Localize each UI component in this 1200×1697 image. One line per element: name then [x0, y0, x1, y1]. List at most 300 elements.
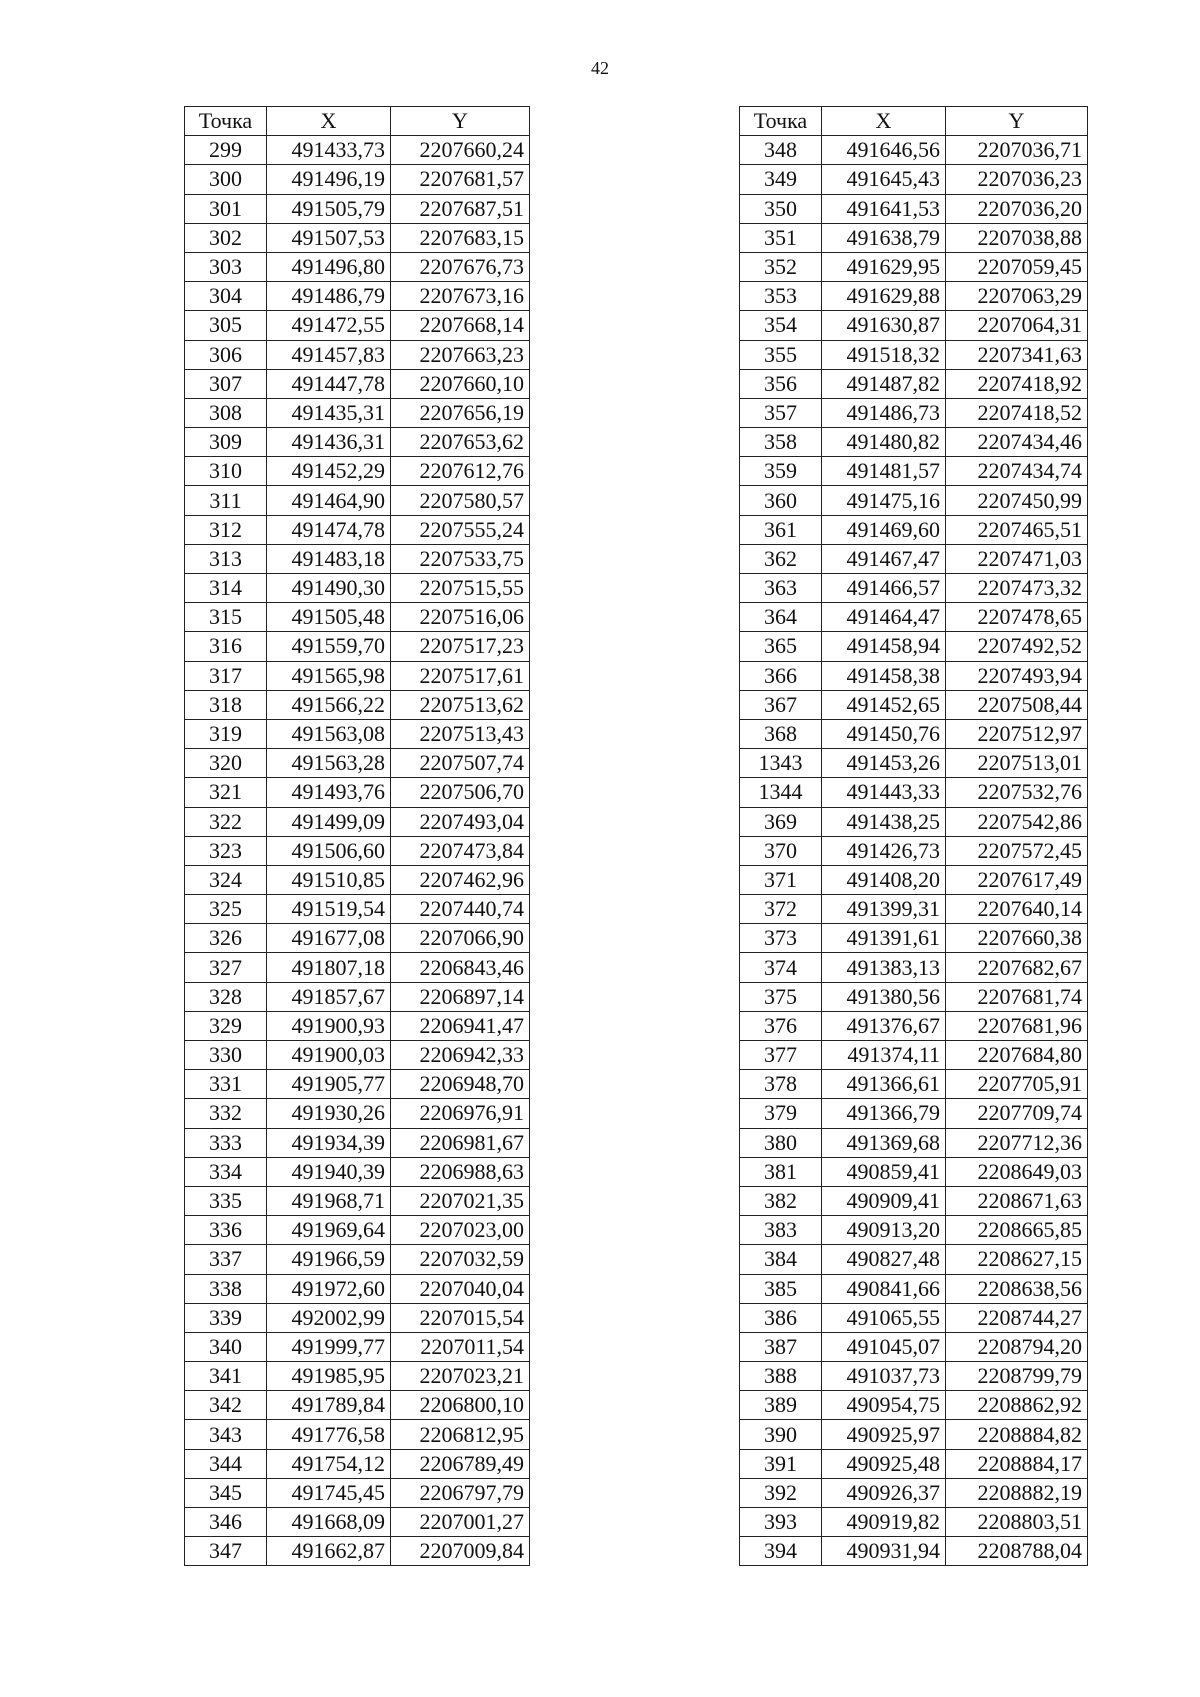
x-cell: 491399,31 [822, 895, 946, 924]
table-row [185, 1420, 530, 1449]
table-row [185, 369, 530, 398]
x-cell: 490859,41 [822, 1157, 946, 1186]
point-cell: 356 [740, 369, 822, 398]
coordinates-table-right [739, 106, 1088, 1566]
table-row [185, 515, 530, 544]
x-cell: 491380,56 [822, 982, 946, 1011]
table-row [740, 749, 1088, 778]
point-cell: 394 [740, 1537, 822, 1566]
x-cell: 491366,79 [822, 1099, 946, 1128]
x-cell: 491934,39 [267, 1128, 391, 1157]
y-cell: 2207471,03 [946, 544, 1088, 573]
y-cell: 2207515,55 [391, 574, 530, 603]
table-row [185, 1362, 530, 1391]
x-cell: 491467,47 [822, 544, 946, 573]
y-cell: 2207660,24 [391, 136, 530, 165]
y-cell: 2208884,82 [946, 1420, 1088, 1449]
y-cell: 2208862,92 [946, 1391, 1088, 1420]
y-cell: 2207001,27 [391, 1508, 530, 1537]
point-cell: 357 [740, 398, 822, 427]
table-row [740, 282, 1088, 311]
x-cell: 490909,41 [822, 1186, 946, 1215]
point-cell: 389 [740, 1391, 822, 1420]
y-cell: 2207038,88 [946, 223, 1088, 252]
point-cell: 331 [185, 1070, 267, 1099]
x-cell: 491563,08 [267, 719, 391, 748]
y-cell: 2208794,20 [946, 1332, 1088, 1361]
table-row [185, 778, 530, 807]
x-cell: 491433,73 [267, 136, 391, 165]
y-cell: 2207492,52 [946, 632, 1088, 661]
point-cell: 309 [185, 428, 267, 457]
table-row [185, 340, 530, 369]
x-cell: 490925,48 [822, 1449, 946, 1478]
point-cell: 303 [185, 252, 267, 281]
coordinates-table-left [184, 106, 530, 1566]
point-cell: 370 [740, 836, 822, 865]
x-cell: 491566,22 [267, 690, 391, 719]
x-cell: 491065,55 [822, 1303, 946, 1332]
x-cell: 491510,85 [267, 865, 391, 894]
x-cell: 491999,77 [267, 1332, 391, 1361]
x-cell: 491369,68 [822, 1128, 946, 1157]
table-row [185, 457, 530, 486]
x-cell: 491376,67 [822, 1011, 946, 1040]
y-cell: 2207663,23 [391, 340, 530, 369]
x-cell: 491519,54 [267, 895, 391, 924]
y-cell: 2207493,04 [391, 807, 530, 836]
table-row [185, 924, 530, 953]
table-row [185, 398, 530, 427]
x-cell: 491435,31 [267, 398, 391, 427]
y-cell: 2207617,49 [946, 865, 1088, 894]
table-row [740, 865, 1088, 894]
table-row [740, 486, 1088, 515]
y-cell: 2207687,51 [391, 194, 530, 223]
point-cell: 1344 [740, 778, 822, 807]
point-cell: 345 [185, 1478, 267, 1507]
y-cell: 2207681,74 [946, 982, 1088, 1011]
x-cell: 491452,29 [267, 457, 391, 486]
table-row [740, 223, 1088, 252]
point-cell: 355 [740, 340, 822, 369]
y-cell: 2207512,97 [946, 719, 1088, 748]
table-row [740, 165, 1088, 194]
x-cell: 491496,19 [267, 165, 391, 194]
y-cell: 2208799,79 [946, 1362, 1088, 1391]
table-row [185, 1099, 530, 1128]
y-cell: 2207023,00 [391, 1216, 530, 1245]
x-cell: 491754,12 [267, 1449, 391, 1478]
table-row [185, 807, 530, 836]
table-row [740, 457, 1088, 486]
x-cell: 491499,09 [267, 807, 391, 836]
x-cell: 490931,94 [822, 1537, 946, 1566]
y-cell: 2207681,96 [946, 1011, 1088, 1040]
point-cell: 365 [740, 632, 822, 661]
point-cell: 306 [185, 340, 267, 369]
y-cell: 2206942,33 [391, 1041, 530, 1070]
header-point: Точка [740, 107, 822, 136]
y-cell: 2208671,63 [946, 1186, 1088, 1215]
y-cell: 2207709,74 [946, 1099, 1088, 1128]
x-cell: 491436,31 [267, 428, 391, 457]
table-row [185, 1070, 530, 1099]
x-cell: 491645,43 [822, 165, 946, 194]
table-row [740, 807, 1088, 836]
y-cell: 2207660,38 [946, 924, 1088, 953]
point-cell: 335 [185, 1186, 267, 1215]
point-cell: 340 [185, 1332, 267, 1361]
table-row [740, 603, 1088, 632]
table-row [185, 953, 530, 982]
y-cell: 2207036,71 [946, 136, 1088, 165]
point-cell: 377 [740, 1041, 822, 1070]
x-cell: 491447,78 [267, 369, 391, 398]
table-row [185, 136, 530, 165]
point-cell: 312 [185, 515, 267, 544]
table-row [740, 252, 1088, 281]
table-row [185, 486, 530, 515]
table-row [740, 398, 1088, 427]
point-cell: 388 [740, 1362, 822, 1391]
y-cell: 2206976,91 [391, 1099, 530, 1128]
y-cell: 2207513,43 [391, 719, 530, 748]
y-cell: 2206797,79 [391, 1478, 530, 1507]
point-cell: 369 [740, 807, 822, 836]
point-cell: 381 [740, 1157, 822, 1186]
point-cell: 341 [185, 1362, 267, 1391]
y-cell: 2207513,62 [391, 690, 530, 719]
point-cell: 311 [185, 486, 267, 515]
x-cell: 491391,61 [822, 924, 946, 953]
table-row [740, 194, 1088, 223]
point-cell: 385 [740, 1274, 822, 1303]
table-row [740, 1478, 1088, 1507]
table-row [740, 1508, 1088, 1537]
x-cell: 491518,32 [822, 340, 946, 369]
table-row [185, 690, 530, 719]
point-cell: 362 [740, 544, 822, 573]
point-cell: 354 [740, 311, 822, 340]
x-cell: 491493,76 [267, 778, 391, 807]
x-cell: 491630,87 [822, 311, 946, 340]
point-cell: 315 [185, 603, 267, 632]
table-row [740, 953, 1088, 982]
point-cell: 375 [740, 982, 822, 1011]
point-cell: 348 [740, 136, 822, 165]
table-row [185, 544, 530, 573]
x-cell: 491565,98 [267, 661, 391, 690]
table-header-row [740, 107, 1088, 136]
x-cell: 491037,73 [822, 1362, 946, 1391]
table-row [740, 1391, 1088, 1420]
point-cell: 368 [740, 719, 822, 748]
point-cell: 318 [185, 690, 267, 719]
x-cell: 490954,75 [822, 1391, 946, 1420]
point-cell: 323 [185, 836, 267, 865]
x-cell: 491559,70 [267, 632, 391, 661]
y-cell: 2207517,23 [391, 632, 530, 661]
y-cell: 2207040,04 [391, 1274, 530, 1303]
x-cell: 491985,95 [267, 1362, 391, 1391]
point-cell: 329 [185, 1011, 267, 1040]
x-cell: 491776,58 [267, 1420, 391, 1449]
table-row [185, 661, 530, 690]
point-cell: 301 [185, 194, 267, 223]
point-cell: 305 [185, 311, 267, 340]
y-cell: 2207705,91 [946, 1070, 1088, 1099]
point-cell: 337 [185, 1245, 267, 1274]
header-point: Точка [185, 107, 267, 136]
y-cell: 2207036,20 [946, 194, 1088, 223]
point-cell: 350 [740, 194, 822, 223]
table-row [740, 369, 1088, 398]
y-cell: 2207341,63 [946, 340, 1088, 369]
y-cell: 2207418,92 [946, 369, 1088, 398]
point-cell: 328 [185, 982, 267, 1011]
point-cell: 333 [185, 1128, 267, 1157]
point-cell: 302 [185, 223, 267, 252]
y-cell: 2207580,57 [391, 486, 530, 515]
y-cell: 2207653,62 [391, 428, 530, 457]
x-cell: 491505,79 [267, 194, 391, 223]
table-row [740, 1186, 1088, 1215]
x-cell: 491443,33 [822, 778, 946, 807]
table-row [185, 1157, 530, 1186]
x-cell: 491487,82 [822, 369, 946, 398]
table-row [185, 719, 530, 748]
y-cell: 2206948,70 [391, 1070, 530, 1099]
table-row [185, 194, 530, 223]
table-row [185, 252, 530, 281]
x-cell: 491486,73 [822, 398, 946, 427]
point-cell: 363 [740, 574, 822, 603]
x-cell: 491383,13 [822, 953, 946, 982]
x-cell: 491480,82 [822, 428, 946, 457]
point-cell: 334 [185, 1157, 267, 1186]
x-cell: 491453,26 [822, 749, 946, 778]
table-row [740, 1099, 1088, 1128]
table-row [185, 1537, 530, 1566]
x-cell: 491745,45 [267, 1478, 391, 1507]
point-cell: 314 [185, 574, 267, 603]
table-row [740, 1537, 1088, 1566]
y-cell: 2207063,29 [946, 282, 1088, 311]
y-cell: 2207066,90 [391, 924, 530, 953]
header-x: X [822, 107, 946, 136]
table-row [740, 1332, 1088, 1361]
x-cell: 491457,83 [267, 340, 391, 369]
point-cell: 338 [185, 1274, 267, 1303]
x-cell: 491646,56 [822, 136, 946, 165]
y-cell: 2207507,74 [391, 749, 530, 778]
table-row [185, 1508, 530, 1537]
point-cell: 307 [185, 369, 267, 398]
table-row [185, 223, 530, 252]
y-cell: 2207064,31 [946, 311, 1088, 340]
point-cell: 347 [185, 1537, 267, 1566]
point-cell: 316 [185, 632, 267, 661]
table-row [185, 1041, 530, 1070]
table-row [740, 311, 1088, 340]
table-row [740, 136, 1088, 165]
x-cell: 491638,79 [822, 223, 946, 252]
x-cell: 491464,90 [267, 486, 391, 515]
point-cell: 313 [185, 544, 267, 573]
x-cell: 491452,65 [822, 690, 946, 719]
point-cell: 378 [740, 1070, 822, 1099]
y-cell: 2206812,95 [391, 1420, 530, 1449]
x-cell: 490827,48 [822, 1245, 946, 1274]
y-cell: 2207656,19 [391, 398, 530, 427]
table-row [740, 340, 1088, 369]
point-cell: 319 [185, 719, 267, 748]
x-cell: 491789,84 [267, 1391, 391, 1420]
table-row [740, 428, 1088, 457]
y-cell: 2207676,73 [391, 252, 530, 281]
y-cell: 2207015,54 [391, 1303, 530, 1332]
point-cell: 344 [185, 1449, 267, 1478]
table-row [740, 1362, 1088, 1391]
y-cell: 2208649,03 [946, 1157, 1088, 1186]
point-cell: 322 [185, 807, 267, 836]
x-cell: 491490,30 [267, 574, 391, 603]
table-row [185, 865, 530, 894]
x-cell: 491472,55 [267, 311, 391, 340]
table-row [185, 165, 530, 194]
table-row [740, 924, 1088, 953]
y-cell: 2207508,44 [946, 690, 1088, 719]
point-cell: 310 [185, 457, 267, 486]
y-cell: 2207434,46 [946, 428, 1088, 457]
point-cell: 320 [185, 749, 267, 778]
x-cell: 491629,88 [822, 282, 946, 311]
point-cell: 360 [740, 486, 822, 515]
point-cell: 366 [740, 661, 822, 690]
point-cell: 304 [185, 282, 267, 311]
point-cell: 373 [740, 924, 822, 953]
x-cell: 491466,57 [822, 574, 946, 603]
point-cell: 391 [740, 1449, 822, 1478]
table-row [740, 574, 1088, 603]
table-row [185, 1478, 530, 1507]
point-cell: 1343 [740, 749, 822, 778]
x-cell: 491900,93 [267, 1011, 391, 1040]
y-cell: 2207032,59 [391, 1245, 530, 1274]
page-number: 42 [591, 58, 609, 78]
x-cell: 491506,60 [267, 836, 391, 865]
point-cell: 342 [185, 1391, 267, 1420]
y-cell: 2208884,17 [946, 1449, 1088, 1478]
y-cell: 2207542,86 [946, 807, 1088, 836]
y-cell: 2207506,70 [391, 778, 530, 807]
point-cell: 376 [740, 1011, 822, 1040]
table-row [740, 1157, 1088, 1186]
y-cell: 2207684,80 [946, 1041, 1088, 1070]
table-row [740, 836, 1088, 865]
x-cell: 491458,94 [822, 632, 946, 661]
y-cell: 2207555,24 [391, 515, 530, 544]
x-cell: 491408,20 [822, 865, 946, 894]
y-cell: 2207473,32 [946, 574, 1088, 603]
y-cell: 2206981,67 [391, 1128, 530, 1157]
point-cell: 386 [740, 1303, 822, 1332]
y-cell: 2207533,75 [391, 544, 530, 573]
point-cell: 384 [740, 1245, 822, 1274]
point-cell: 353 [740, 282, 822, 311]
y-cell: 2206843,46 [391, 953, 530, 982]
y-cell: 2207036,23 [946, 165, 1088, 194]
y-cell: 2207673,16 [391, 282, 530, 311]
table-row [740, 1303, 1088, 1332]
x-cell: 491940,39 [267, 1157, 391, 1186]
y-cell: 2207009,84 [391, 1537, 530, 1566]
x-cell: 491905,77 [267, 1070, 391, 1099]
y-cell: 2207516,06 [391, 603, 530, 632]
table-row [185, 282, 530, 311]
x-cell: 491641,53 [822, 194, 946, 223]
point-cell: 343 [185, 1420, 267, 1449]
x-cell: 491505,48 [267, 603, 391, 632]
y-cell: 2206941,47 [391, 1011, 530, 1040]
x-cell: 491900,03 [267, 1041, 391, 1070]
x-cell: 491966,59 [267, 1245, 391, 1274]
table-row [740, 1070, 1088, 1099]
table-row [185, 1186, 530, 1215]
y-cell: 2206897,14 [391, 982, 530, 1011]
table-row [185, 982, 530, 1011]
y-cell: 2207478,65 [946, 603, 1088, 632]
point-cell: 392 [740, 1478, 822, 1507]
x-cell: 491677,08 [267, 924, 391, 953]
x-cell: 491807,18 [267, 953, 391, 982]
point-cell: 383 [740, 1216, 822, 1245]
point-cell: 352 [740, 252, 822, 281]
table-row [740, 661, 1088, 690]
x-cell: 491483,18 [267, 544, 391, 573]
table-row [185, 603, 530, 632]
table-row [740, 1420, 1088, 1449]
table-row [740, 690, 1088, 719]
y-cell: 2208788,04 [946, 1537, 1088, 1566]
table-row [740, 719, 1088, 748]
point-cell: 359 [740, 457, 822, 486]
x-cell: 491438,25 [822, 807, 946, 836]
table-row [740, 1128, 1088, 1157]
y-cell: 2207572,45 [946, 836, 1088, 865]
x-cell: 490926,37 [822, 1478, 946, 1507]
y-cell: 2207473,84 [391, 836, 530, 865]
table-row [185, 749, 530, 778]
y-cell: 2207513,01 [946, 749, 1088, 778]
point-cell: 317 [185, 661, 267, 690]
point-cell: 393 [740, 1508, 822, 1537]
x-cell: 491486,79 [267, 282, 391, 311]
x-cell: 491968,71 [267, 1186, 391, 1215]
x-cell: 491563,28 [267, 749, 391, 778]
y-cell: 2207440,74 [391, 895, 530, 924]
table-row [740, 1216, 1088, 1245]
y-cell: 2207660,10 [391, 369, 530, 398]
y-cell: 2207011,54 [391, 1332, 530, 1361]
table-body-right [740, 136, 1088, 1566]
table-row [740, 982, 1088, 1011]
table-row [740, 778, 1088, 807]
x-cell: 491045,07 [822, 1332, 946, 1361]
point-cell: 332 [185, 1099, 267, 1128]
table-row [185, 1245, 530, 1274]
